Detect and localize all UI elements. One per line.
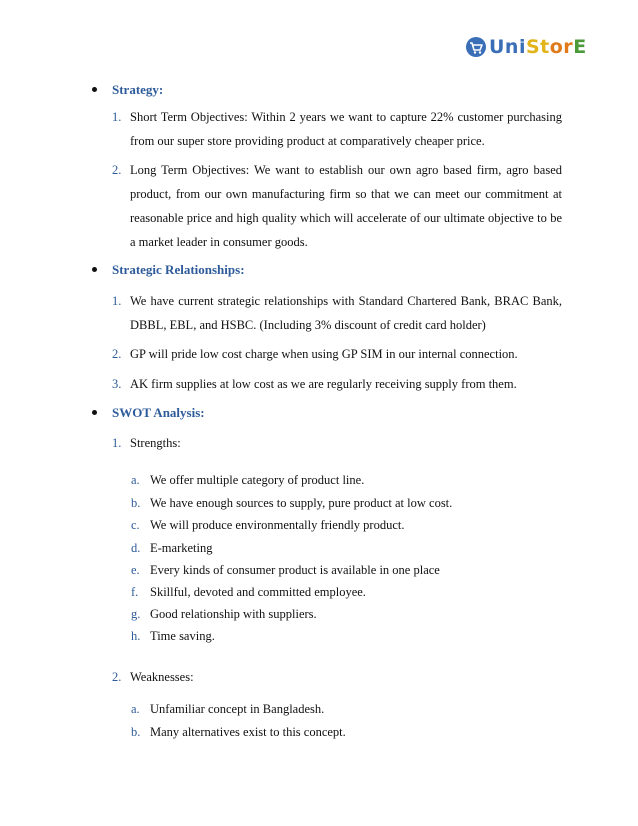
bullet-swot: [92, 410, 97, 415]
strategy-heading: Strategy:: [112, 82, 164, 97]
weakness-letter: b.: [131, 725, 141, 739]
strength-item: E-marketing: [150, 541, 213, 555]
strength-letter: b.: [131, 496, 141, 510]
relationship-item-num: 2.: [112, 347, 122, 361]
strategy-item-num: 2.: [112, 163, 122, 177]
strength-letter: e.: [131, 563, 140, 577]
relationship-item-text: We have current strategic relationships with Standard Chartered Bank, BRAC Bank, DBBL, EBL, and HSBC. (Including 3% discount of credit card holder): [130, 294, 562, 332]
logo-wordmark: UniStorE: [489, 35, 587, 58]
strengths-num: 1.: [112, 436, 122, 450]
strategy-item-num: 1.: [112, 110, 122, 124]
strategy-item-text: Short Term Objectives: Within 2 years we want to capture 22% customer purchasing from our super store providing product at comparatively cheaper price.: [130, 110, 562, 148]
strength-item: Good relationship with suppliers.: [150, 607, 317, 621]
strength-item: Every kinds of consumer product is available in one place: [150, 563, 440, 577]
weaknesses-num: 2.: [112, 670, 122, 684]
strengths-label: Strengths:: [130, 436, 181, 450]
weakness-letter: a.: [131, 702, 140, 716]
relationship-item-text: AK firm supplies at low cost as we are regularly receiving supply from them.: [130, 377, 517, 391]
strength-letter: d.: [131, 541, 141, 555]
weakness-item: Unfamiliar concept in Bangladesh.: [150, 702, 325, 716]
strength-item: Time saving.: [150, 629, 215, 643]
strength-letter: h.: [131, 629, 141, 643]
strength-item: Skillful, devoted and committed employee.: [150, 585, 366, 599]
strength-letter: f.: [131, 585, 139, 599]
strength-item: We will produce environmentally friendly product.: [150, 518, 405, 532]
strategy-item-text: Long Term Objectives: We want to establish our own agro based firm, agro based product, from our own manufacturing firm so that we can meet our commitment at reasonable price and high quality which will accelerate of our ultimate objective to be a market leader in consumer goods.: [130, 163, 562, 249]
relationships-heading: Strategic Relationships:: [112, 262, 245, 277]
relationship-item-num: 1.: [112, 294, 122, 308]
swot-heading: SWOT Analysis:: [112, 405, 205, 420]
relationship-item-text: GP will pride low cost charge when using GP SIM in our internal connection.: [130, 347, 518, 361]
strength-item: We offer multiple category of product line.: [150, 473, 365, 487]
shopping-cart-icon: [464, 36, 488, 58]
bullet-relationships: [92, 267, 97, 272]
strength-letter: a.: [131, 473, 140, 487]
strength-letter: g.: [131, 607, 141, 621]
strength-letter: c.: [131, 518, 140, 532]
relationship-item-num: 3.: [112, 377, 122, 391]
weakness-item: Many alternatives exist to this concept.: [150, 725, 346, 739]
weaknesses-label: Weaknesses:: [130, 670, 194, 684]
strength-item: We have enough sources to supply, pure product at low cost.: [150, 496, 453, 510]
unistore-logo: [464, 34, 587, 60]
bullet-strategy: [92, 87, 97, 92]
